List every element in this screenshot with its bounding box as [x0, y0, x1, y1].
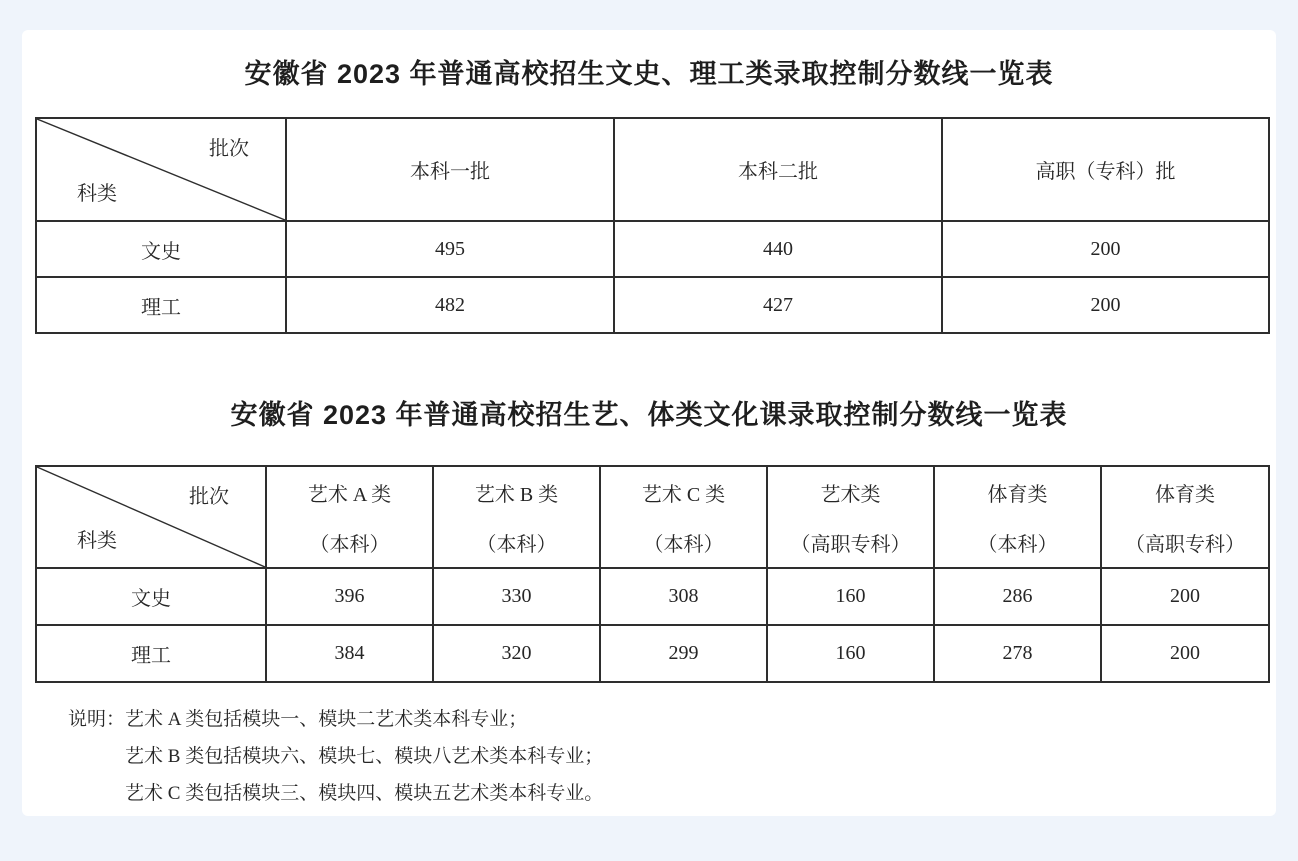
content-card	[22, 30, 1276, 816]
notes-lines	[125, 701, 603, 812]
score-cell: 160	[767, 625, 934, 682]
note-line-art-c: 艺术 C 类包括模块三、模块四、模块五艺术类本科专业。	[125, 783, 604, 804]
note-line-art-b: 艺术 B 类包括模块六、模块七、模块八艺术类本科专业；	[125, 746, 604, 767]
score-cell: 200	[1101, 568, 1269, 625]
wenli-score-table	[35, 117, 1270, 334]
column-header-art-gaozhi	[767, 466, 934, 568]
score-cell: 396	[266, 568, 433, 625]
score-cell: 286	[934, 568, 1101, 625]
corner-label-category: 科类	[77, 530, 117, 552]
corner-label-category: 科类	[77, 183, 117, 205]
column-header-line2: （本科）	[309, 533, 390, 556]
score-cell: 482	[286, 277, 614, 333]
score-cell: 299	[600, 625, 767, 682]
score-cell: 308	[600, 568, 767, 625]
column-header-line1: 艺术 C 类	[641, 483, 726, 506]
yiti-table-title: 安徽省 2023 年普通高校招生艺、体类文化课录取控制分数线一览表	[230, 400, 1068, 430]
column-header-line2: （本科）	[476, 533, 557, 556]
corner-label-batch: 批次	[209, 138, 249, 160]
column-header-gaozhi: 高职（专科）批	[942, 118, 1269, 221]
row-category-label: 理工	[36, 277, 286, 333]
score-cell: 200	[1101, 625, 1269, 682]
column-header-line1: 体育类	[987, 483, 1048, 506]
column-header-art-b	[433, 466, 600, 568]
score-cell: 200	[942, 277, 1269, 333]
score-cell: 427	[614, 277, 942, 333]
column-header-benke1: 本科一批	[286, 118, 614, 221]
score-cell: 278	[934, 625, 1101, 682]
corner-label-batch: 批次	[189, 486, 229, 508]
row-category-label: 理工	[36, 625, 266, 682]
column-header-art-a	[266, 466, 433, 568]
yiti-corner-header-cell	[36, 466, 266, 568]
column-header-sports-benke	[934, 466, 1101, 568]
score-cell: 440	[614, 221, 942, 277]
column-header-line2: （本科）	[643, 533, 724, 556]
column-header-line1: 体育类	[1155, 483, 1215, 506]
table-row-ligong	[36, 625, 1269, 682]
note-line-art-a: 艺术 A 类包括模块一、模块二艺术类本科专业；	[125, 709, 528, 730]
column-header-line1: 艺术类	[820, 483, 881, 506]
wenli-table-title: 安徽省 2023 年普通高校招生文史、理工类录取控制分数线一览表	[244, 59, 1054, 89]
column-header-sports-gaozhi	[1101, 466, 1269, 568]
score-cell: 384	[266, 625, 433, 682]
diagonal-divider-line	[37, 467, 265, 567]
column-header-line1: 艺术 B 类	[474, 483, 559, 506]
column-header-line2: （高职专科）	[1125, 533, 1245, 556]
yiti-score-table	[35, 465, 1270, 683]
score-cell: 330	[433, 568, 600, 625]
table-row-wenshi	[36, 221, 1269, 277]
table-row-ligong	[36, 277, 1269, 333]
row-category-label: 文史	[36, 568, 266, 625]
column-header-art-c	[600, 466, 767, 568]
table-row-wenshi	[36, 568, 1269, 625]
notes-label: 说明：	[68, 709, 126, 730]
score-cell: 200	[942, 221, 1269, 277]
wenli-corner-header-cell	[36, 118, 286, 221]
column-header-benke2: 本科二批	[614, 118, 942, 221]
wenli-header-row	[36, 118, 1269, 221]
column-header-line2: （本科）	[977, 533, 1058, 556]
explanatory-notes	[68, 701, 603, 812]
score-cell: 495	[286, 221, 614, 277]
row-category-label: 文史	[36, 221, 286, 277]
yiti-header-row	[36, 466, 1269, 568]
score-cell: 160	[767, 568, 934, 625]
score-cell: 320	[433, 625, 600, 682]
column-header-line2: （高职专科）	[790, 533, 911, 556]
column-header-line1: 艺术 A 类	[307, 483, 392, 506]
